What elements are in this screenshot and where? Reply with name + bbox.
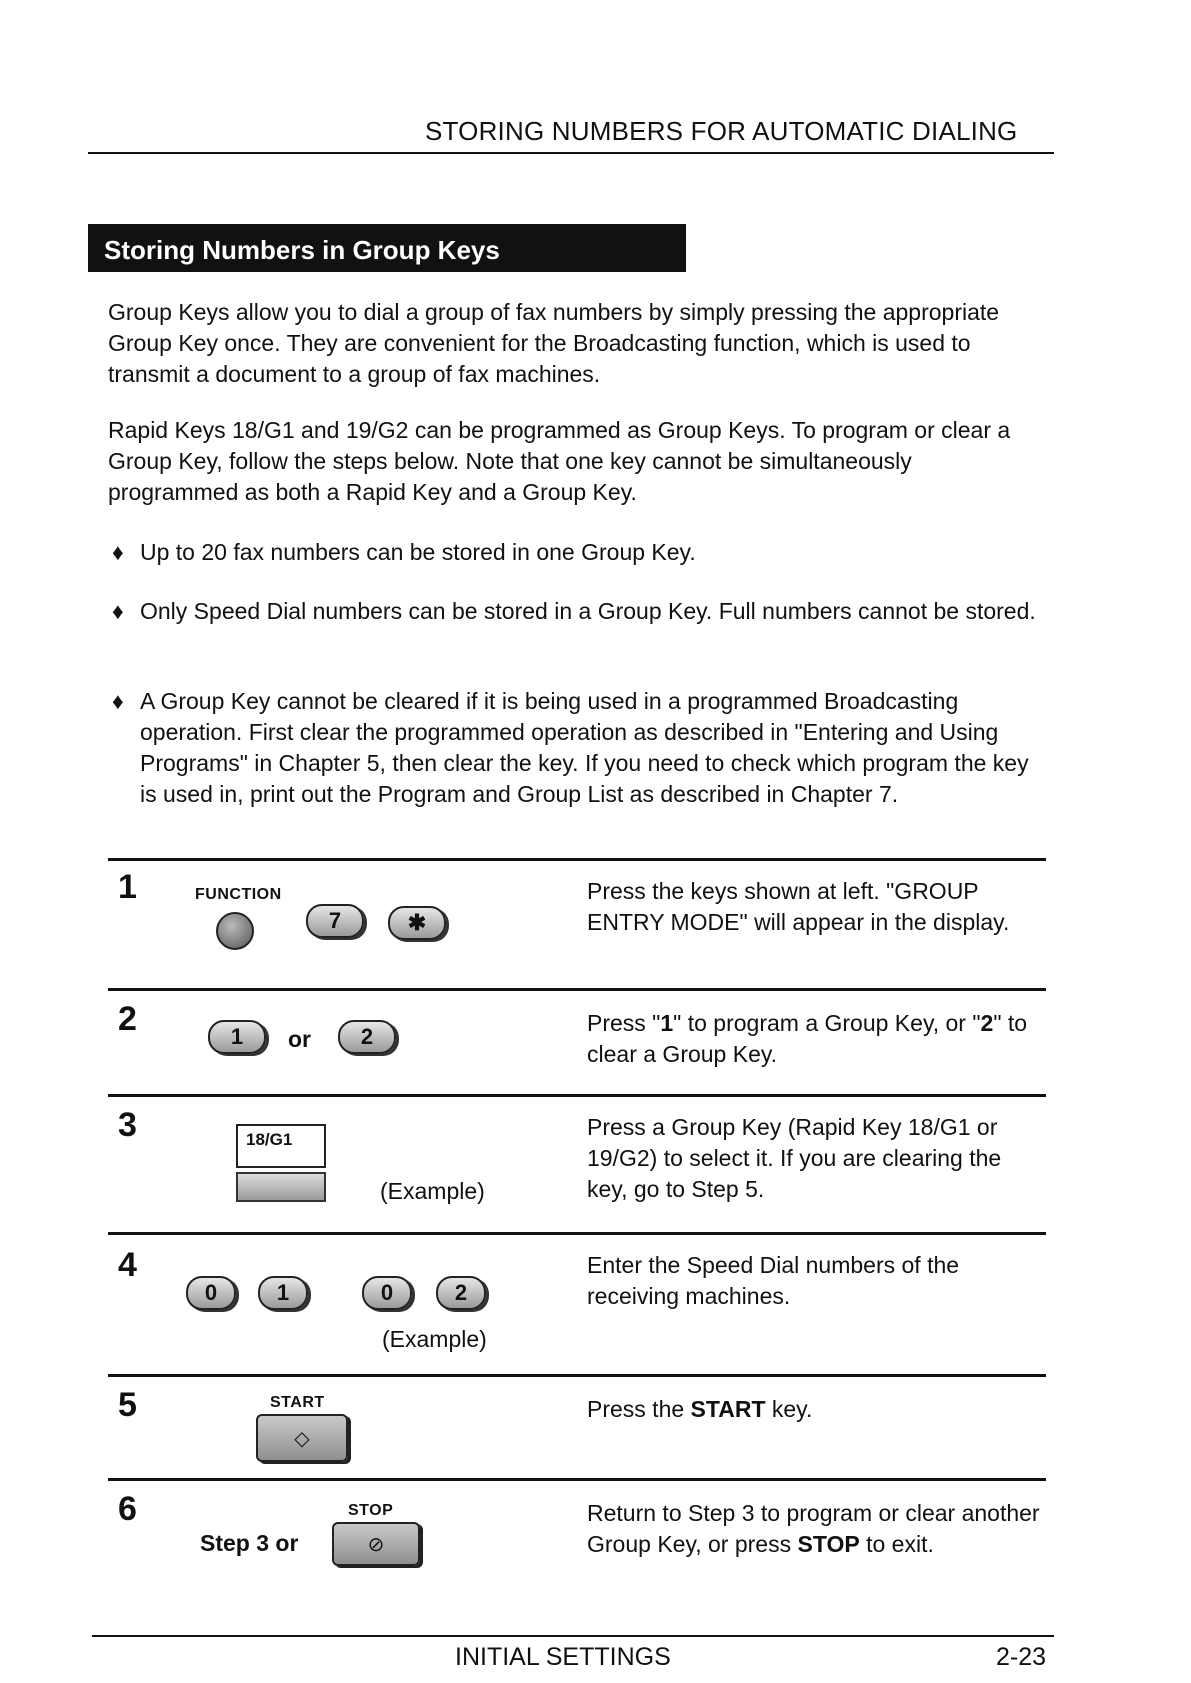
- key-2-icon: 2: [436, 1276, 486, 1310]
- bullet-text: Up to 20 fax numbers can be stored in one Group Key.: [140, 539, 696, 565]
- key-star-icon: ✱: [388, 906, 446, 940]
- step-rule: [108, 1478, 1046, 1481]
- step-number: 2: [118, 1000, 137, 1038]
- header-rule: [88, 152, 1054, 154]
- example-label: (Example): [380, 1178, 485, 1204]
- step-number: 6: [118, 1490, 137, 1528]
- step-number: 5: [118, 1386, 137, 1424]
- key-1-icon: 1: [208, 1020, 266, 1054]
- page-number: 2-23: [996, 1643, 1047, 1671]
- key-7-icon: 7: [306, 904, 364, 938]
- function-key-icon: [216, 912, 254, 950]
- bullet-text: A Group Key cannot be cleared if it is being used in a programmed Broadcasting operation. First clear the programmed operation as described in "Entering and Using Programs" in Chapter 5, then clear the key. If you need to check which program the key is used in, print out the Program and Group List as described in Chapter 7.: [140, 688, 1029, 807]
- desc-bold: START: [690, 1396, 766, 1422]
- key-1-icon: 1: [258, 1276, 308, 1310]
- rapid-key-icon: [236, 1172, 326, 1202]
- example-label: (Example): [382, 1326, 487, 1352]
- key-2-icon: 2: [338, 1020, 396, 1054]
- rapid-key-label: 18/G1: [246, 1130, 293, 1149]
- step-number: 3: [118, 1106, 137, 1144]
- desc-text: Return to Step 3 to program or clear another Group Key, or press: [587, 1500, 1040, 1557]
- step-description: Enter the Speed Dial numbers of the receiving machines.: [587, 1252, 960, 1309]
- start-key-icon: ◇: [256, 1414, 348, 1462]
- desc-text: Press ": [587, 1010, 661, 1036]
- step-rule: [108, 1094, 1046, 1097]
- step-number: 4: [118, 1246, 137, 1284]
- or-text: or: [288, 1026, 311, 1052]
- step-rule: [108, 988, 1046, 991]
- desc-text: " to clear a Group Key.: [587, 1010, 1028, 1067]
- rapid-keys-paragraph: Rapid Keys 18/G1 and 19/G2 can be programmed as Group Keys. To program or clear a Group Key, follow the steps below. Note that one key cannot be simultaneously programmed as both a Rapid Key and a Group Key.: [108, 417, 1011, 505]
- desc-bold: 2: [980, 1010, 994, 1036]
- footer-section: INITIAL SETTINGS: [455, 1643, 671, 1671]
- diamond-bullet-icon: ♦: [112, 688, 124, 714]
- step-rule: [108, 1374, 1046, 1377]
- step-rule: [108, 1232, 1046, 1235]
- diamond-bullet-icon: ♦: [112, 598, 124, 624]
- desc-bold: STOP: [797, 1531, 860, 1557]
- key-0-icon: 0: [186, 1276, 236, 1310]
- desc-text: key.: [765, 1396, 813, 1422]
- step-rule: [108, 858, 1046, 861]
- step-description: Press a Group Key (Rapid Key 18/G1 or 19/G2) to select it. If you are clearing the key, go to Step 5.: [587, 1114, 1002, 1202]
- bullet-text: Only Speed Dial numbers can be stored in a Group Key. Full numbers cannot be stored.: [140, 598, 1036, 624]
- key-0-icon: 0: [362, 1276, 412, 1310]
- running-header: STORING NUMBERS FOR AUTOMATIC DIALING: [425, 116, 1018, 146]
- intro-paragraph: Group Keys allow you to dial a group of fax numbers by simply pressing the appropriate Group Key once. They are convenient for the Broadcasting function, which is used to transmit a document to a group of fax machines.: [108, 299, 1000, 387]
- step3-or-text: Step 3 or: [200, 1530, 299, 1556]
- step-description: [587, 1498, 1047, 1560]
- stop-key-label: STOP: [348, 1502, 394, 1519]
- desc-bold: 1: [660, 1010, 674, 1036]
- stop-key-icon: ⊘: [332, 1522, 420, 1566]
- diamond-bullet-icon: ♦: [112, 539, 124, 565]
- step-description: [587, 1394, 1047, 1425]
- step-description: Press the keys shown at left. "GROUP ENTRY MODE" will appear in the display.: [587, 878, 1010, 935]
- desc-text: Press the: [587, 1396, 691, 1422]
- start-key-label: START: [270, 1394, 325, 1411]
- step-number: 1: [118, 868, 137, 906]
- footer-rule: [92, 1635, 1054, 1637]
- desc-text: to exit.: [859, 1531, 934, 1557]
- step-description: [587, 1008, 1047, 1070]
- function-key-label: FUNCTION: [195, 886, 282, 903]
- section-title: Storing Numbers in Group Keys: [104, 235, 500, 265]
- desc-text: " to program a Group Key, or ": [673, 1010, 981, 1036]
- rapid-key-label-box: [236, 1124, 326, 1168]
